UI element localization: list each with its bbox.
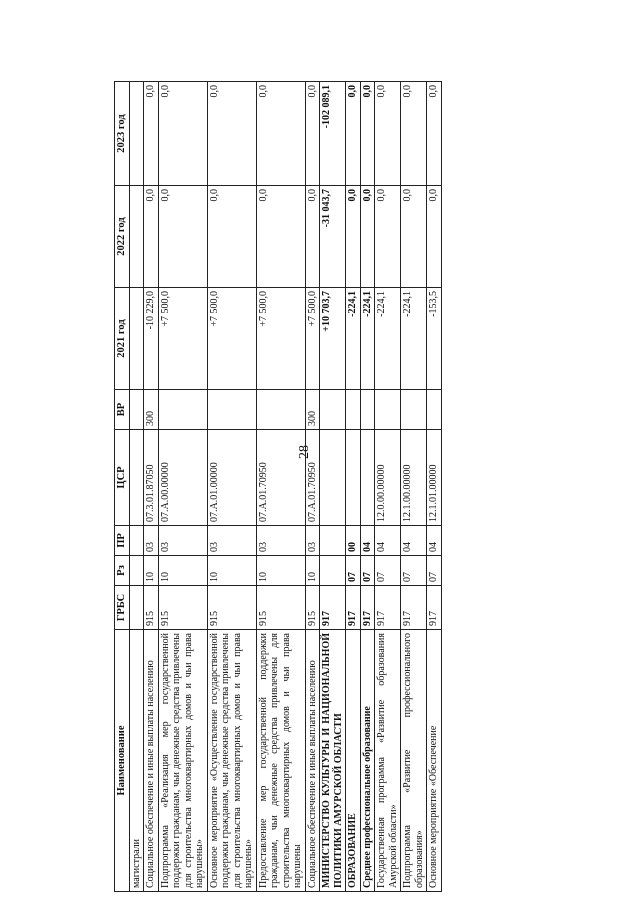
cell-2022: 0,0 (401, 186, 427, 288)
col-header: ПР (115, 526, 130, 556)
cell-grbs: 917 (427, 586, 442, 630)
cell-vr: 300 (305, 390, 320, 430)
cell-grbs: 915 (256, 586, 305, 630)
cell-vr (401, 390, 427, 430)
cell-grbs: 915 (144, 586, 159, 630)
cell-rz: 10 (207, 556, 256, 586)
cell-2022 (129, 186, 144, 288)
cell-2022: 0,0 (346, 186, 361, 288)
cell-csr: 07.3.01.87050 (144, 430, 159, 526)
cell-2023: 0,0 (144, 82, 159, 186)
cell-grbs: 915 (158, 586, 207, 630)
cell-csr (346, 430, 361, 526)
cell-csr: 07.А.01.00000 (207, 430, 256, 526)
cell-name: Подпрограмма «Реализация мер государственной поддержки гражданам, чьи денежные средства привлечены для строительства многоквартирных домов и чьи права нарушены» (158, 630, 207, 892)
col-header: 2022 год (115, 186, 130, 288)
cell-grbs: 917 (401, 586, 427, 630)
cell-grbs: 917 (375, 586, 401, 630)
cell-name: Государственная программа «Развитие образования Амурской области» (375, 630, 401, 892)
cell-rz: 10 (144, 556, 159, 586)
col-header: Рз (115, 556, 130, 586)
cell-vr: 300 (144, 390, 159, 430)
cell-rz (320, 556, 346, 586)
cell-2021: +7 500,0 (305, 288, 320, 390)
cell-vr (207, 390, 256, 430)
cell-rz: 10 (158, 556, 207, 586)
cell-name: Среднее профессиональное образование (360, 630, 375, 892)
cell-2021: +7 500,0 (256, 288, 305, 390)
cell-rz: 07 (360, 556, 375, 586)
cell-pr: 00 (346, 526, 361, 556)
cell-name: Социальное обеспечение и иные выплаты населению (144, 630, 159, 892)
cell-vr (427, 390, 442, 430)
cell-2023: -102 089,1 (320, 82, 346, 186)
cell-2022: 0,0 (144, 186, 159, 288)
cell-grbs (129, 586, 144, 630)
cell-2021 (129, 288, 144, 390)
cell-2021: -153,5 (427, 288, 442, 390)
cell-name: Основное мероприятие «Обеспечение (427, 630, 442, 892)
cell-rz: 07 (401, 556, 427, 586)
cell-2023: 0,0 (158, 82, 207, 186)
page-number: 28 (297, 445, 312, 459)
table-row (207, 82, 256, 892)
budget-table-sheet (114, 82, 546, 892)
cell-2022: 0,0 (158, 186, 207, 288)
cell-2021: +10 703,7 (320, 288, 346, 390)
cell-grbs: 915 (305, 586, 320, 630)
cell-grbs: 917 (346, 586, 361, 630)
cell-grbs: 917 (360, 586, 375, 630)
cell-csr: 12.1.00.00000 (401, 430, 427, 526)
cell-2023: 0,0 (375, 82, 401, 186)
cell-pr (320, 526, 346, 556)
cell-vr (256, 390, 305, 430)
cell-2021: -224,1 (360, 288, 375, 390)
cell-pr: 04 (375, 526, 401, 556)
table-row (305, 82, 320, 892)
col-header: 2023 год (115, 82, 130, 186)
cell-pr: 03 (144, 526, 159, 556)
cell-csr (320, 430, 346, 526)
table-row (360, 82, 375, 892)
cell-2021: -224,1 (346, 288, 361, 390)
cell-2023: 0,0 (346, 82, 361, 186)
cell-pr: 03 (158, 526, 207, 556)
cell-rz: 10 (256, 556, 305, 586)
col-header: 2021 год (115, 288, 130, 390)
table-row (346, 82, 361, 892)
cell-2023: 0,0 (401, 82, 427, 186)
cell-name: Предоставление мер государственной поддержки гражданам, чьи денежные средства привлечены для строительства многоквартирных домов и чьи права нарушены (256, 630, 305, 892)
table-row (129, 82, 144, 892)
cell-pr: 04 (401, 526, 427, 556)
cell-2021: +7 500,0 (158, 288, 207, 390)
cell-name: МИНИСТЕРСТВО КУЛЬТУРЫ И НАЦИОНАЛЬНОЙ ПОЛИТИКИ АМУРСКОЙ ОБЛАСТИ (320, 630, 346, 892)
cell-pr: 04 (427, 526, 442, 556)
cell-2022: 0,0 (256, 186, 305, 288)
cell-grbs: 917 (320, 586, 346, 630)
cell-csr (360, 430, 375, 526)
table-row (401, 82, 427, 892)
cell-2023 (129, 82, 144, 186)
cell-name: Социальное обеспечение и иные выплаты населению (305, 630, 320, 892)
cell-2022: 0,0 (427, 186, 442, 288)
cell-pr: 03 (305, 526, 320, 556)
table-row (375, 82, 401, 892)
col-header: ЦСР (115, 430, 130, 526)
col-header: ВР (115, 390, 130, 430)
cell-pr: 03 (207, 526, 256, 556)
cell-vr (129, 390, 144, 430)
cell-2023: 0,0 (360, 82, 375, 186)
cell-vr (346, 390, 361, 430)
cell-vr (375, 390, 401, 430)
cell-2023: 0,0 (305, 82, 320, 186)
cell-pr (129, 526, 144, 556)
cell-rz: 10 (305, 556, 320, 586)
cell-2022: 0,0 (360, 186, 375, 288)
cell-2021: +7 500,0 (207, 288, 256, 390)
cell-rz (129, 556, 144, 586)
table-row (320, 82, 346, 892)
table-row (158, 82, 207, 892)
table-header-row (115, 82, 130, 892)
col-header: ГРБС (115, 586, 130, 630)
cell-2022: 0,0 (207, 186, 256, 288)
cell-rz: 07 (346, 556, 361, 586)
cell-csr: 12.1.01.00000 (427, 430, 442, 526)
cell-grbs: 915 (207, 586, 256, 630)
cell-csr: 07.А.01.70950 (256, 430, 305, 526)
cell-2023: 0,0 (256, 82, 305, 186)
cell-2022: 0,0 (305, 186, 320, 288)
cell-pr: 04 (360, 526, 375, 556)
cell-name: ОБРАЗОВАНИЕ (346, 630, 361, 892)
cell-csr: 07.А.01.70950 (305, 430, 320, 526)
cell-csr: 12.0.00.00000 (375, 430, 401, 526)
table-row (144, 82, 159, 892)
cell-2022: 0,0 (375, 186, 401, 288)
cell-vr (360, 390, 375, 430)
cell-2021: -10 229,0 (144, 288, 159, 390)
cell-csr: 07.А.00.00000 (158, 430, 207, 526)
cell-2023: 0,0 (207, 82, 256, 186)
cell-2021: -224,1 (401, 288, 427, 390)
cell-2022: -31 043,7 (320, 186, 346, 288)
cell-csr (129, 430, 144, 526)
cell-name: магистрали (129, 630, 144, 892)
cell-rz: 07 (427, 556, 442, 586)
cell-pr: 03 (256, 526, 305, 556)
col-header: Наименование (115, 630, 130, 892)
cell-vr (320, 390, 346, 430)
cell-name: Подпрограмма «Развитие профессионального образования» (401, 630, 427, 892)
table-row (256, 82, 305, 892)
cell-2021: -224,1 (375, 288, 401, 390)
cell-rz: 07 (375, 556, 401, 586)
budget-table (114, 81, 442, 892)
cell-2023: 0,0 (427, 82, 442, 186)
table-row (427, 82, 442, 892)
cell-name: Основное мероприятие «Осуществление государственной поддержки гражданам, чьи денежные средства привлечены для строительства многоквартирных домов и чьи права нарушены» (207, 630, 256, 892)
cell-vr (158, 390, 207, 430)
